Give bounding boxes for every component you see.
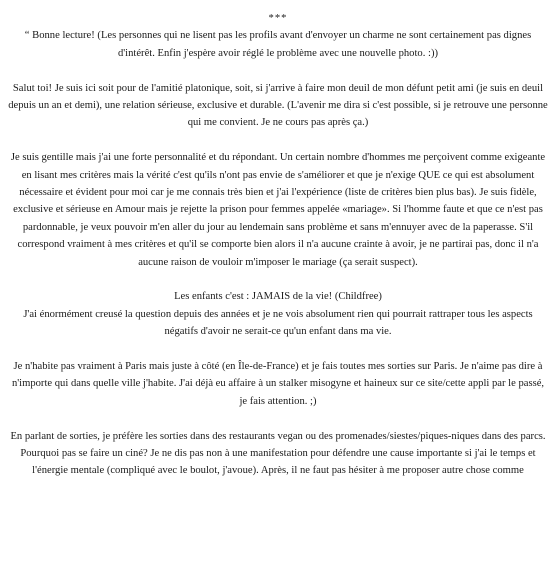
paragraph-gap xyxy=(8,271,548,288)
paragraph-location: Je n'habite pas vraiment à Paris mais juste à côté (en Île-de-France) et je fais toutes mes sorties sur Paris. Je n'aime pas dire à n'importe qui dans quelle ville j'habite. J'ai déjà eu affaire à un stalker misogyne et haineux sur ce site/cette appli par le passé, je fais attention. ;) xyxy=(11,361,545,407)
separator-stars: *** xyxy=(268,13,288,24)
paragraph-children-body: J'ai énormément creusé la question depuis des années et je ne vois absolument rien qui pourrait rattraper tous les aspects négatifs d'avoir ne serait-ce qu'un enfant dans ma vie. xyxy=(23,308,533,338)
paragraph-children-title: Les enfants c'est : JAMAIS de la vie! (Childfree) xyxy=(174,291,382,303)
paragraph-gap xyxy=(8,341,548,358)
intro-paragraph: “ Bonne lecture! (Les personnes qui ne lisent pas les profils avant d'envoyer un charme ne sont certainement pas dignes d'intérêt. Enfin j'espère avoir réglé le problème avec une nouvelle photo. :)) xyxy=(24,30,532,59)
paragraph-gap xyxy=(8,410,548,427)
paragraph-gap xyxy=(8,132,548,149)
paragraph-personality: Je suis gentille mais j'ai une forte personnalité et du répondant. Un certain nombre d'hommes me perçoivent comme exigeante en lisant mes critères mais la vérité c'est qu'ils n'ont pas envie de s'améliorer et que je n'exige QUE ce qui est absolument nécessaire et évident pour moi car je me connais très bien et j'ai l'expérience (liste de critères bien plus bas). Je suis fidèle, exclusive et sérieuse en Amour mais je rejette la prison pour femmes appelée «mariage». Si l'homme faute et que ce n'est pas pardonnable, je veux pouvoir m'en aller du jour au lendemain sans problème et sans m'ennuyer avec de la paperasse. S'il correspond vraiment à mes critères et qu'il se comporte bien alors il n'a aucune crainte à avoir, je ne partirai pas, donc il n'a aucune raison de vouloir m'imposer le mariage (ça serait suspect). xyxy=(10,152,546,268)
paragraph-outings: En parlant de sorties, je préfère les sorties dans des restaurants vegan ou des promenades/siestes/piques-niques dans des parcs. Pourquoi pas se faire un ciné? Je ne dis pas non à une manifestation pour défendre une cause importante si j'ai le temps et l'énergie mentale (compliqué avec le boulot, j'avoue). Après, il ne faut pas hésiter à me proposer autre chose comme xyxy=(10,430,546,477)
paragraph-gap xyxy=(8,62,548,79)
profile-description xyxy=(8,10,548,480)
paragraph-greeting: Salut toi! Je suis ici soit pour de l'amitié platonique, soit, si j'arrive à faire mon deuil de mon défunt petit ami (je suis en deuil depuis un an et demi), une relation sérieuse, exclusive et durable. (L'avenir me dira si c'est possible, si je retrouve une personne qui me convient. Je ne cours pas après ça.) xyxy=(8,82,548,129)
